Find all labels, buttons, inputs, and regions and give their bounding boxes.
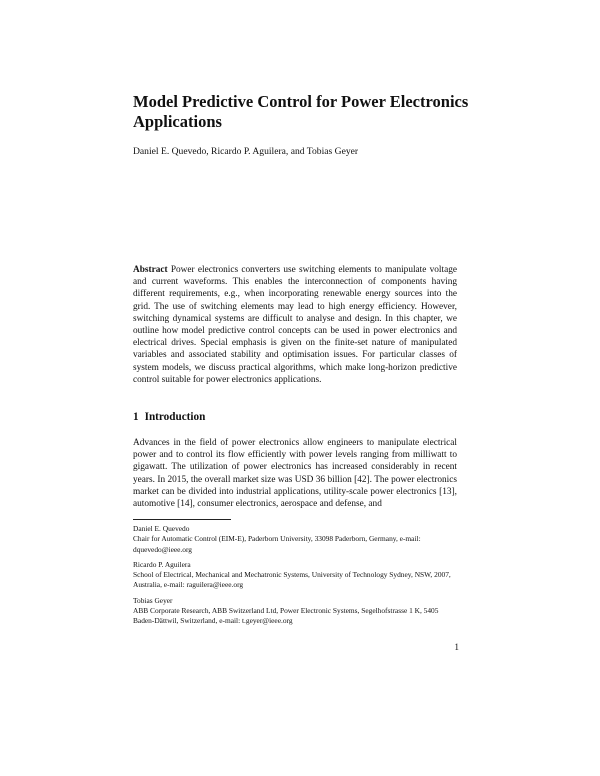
section-title: Introduction [144,411,206,423]
abstract-label: Abstract [133,265,168,275]
footnote-rule [133,519,231,520]
affiliation-name: Daniel E. Quevedo [133,524,190,533]
affiliation-address: ABB Corporate Research, ABB Switzerland Ltd, Power Electronic Systems, Segelhofstrasse 1 K, 5405 Baden-Dättwil, Switzerland, e-mail: t.geyer@ieee.org [133,606,439,626]
affiliation-name: Ricardo P. Aguilera [133,559,191,569]
affiliations [133,524,459,632]
author-list: Daniel E. Quevedo, Ricardo P. Aguilera, and Tobias Geyer [133,146,359,157]
affiliation-aguilera [133,560,459,591]
introduction-paragraph: Advances in the field of power electronics allow engineers to manipulate electrical power and to control its flow efficiently with power levels ranging from milliwatt to gigawatt. The utilization of power electronics has increased considerably in recent years. In 2015, the overall market size was USD 36 billion [42]. The power electronics market can be divided into industrial applications, utility-scale power electronics [13], automotive [14], consumer electronics, aerospace and defense, and [133,438,457,510]
abstract-text: Power electronics converters use switching elements to manipulate voltage and current waveforms. This enables the interconnection of components having different requirements, e.g., when incorporating renewable energy sources into the grid. The use of switching elements may lead to high energy efficiency. However, switching dynamical systems are difficult to analyse and design. In this chapter, we outline how model predictive control concepts can be used in power electronics and electrical drives. Special emphasis is given on the finite-set nature of manipulated variables and associated stability and optimisation issues. For particular classes of system models, we discuss practical algorithms, which make long-horizon predictive control suitable for power electronics applications. [133,265,457,385]
paper-title: Model Predictive Control for Power Electronics Applications [133,92,469,131]
affiliation-address: Chair for Automatic Control (EIM-E), Paderborn University, 33098 Paderborn, Germany, e-mail: dquevedo@ieee.org [133,534,421,554]
abstract [133,264,457,386]
affiliation-quevedo [133,524,459,555]
affiliation-geyer [133,596,459,627]
section-number: 1 [133,411,139,423]
page-number: 1 [454,643,459,653]
affiliation-name: Tobias Geyer [133,595,173,605]
affiliation-address: School of Electrical, Mechanical and Mechatronic Systems, University of Technology Sydney, NSW, 2007, Australia, e-mail: raguilera@ieee.org [133,570,451,590]
section-heading [133,410,457,424]
